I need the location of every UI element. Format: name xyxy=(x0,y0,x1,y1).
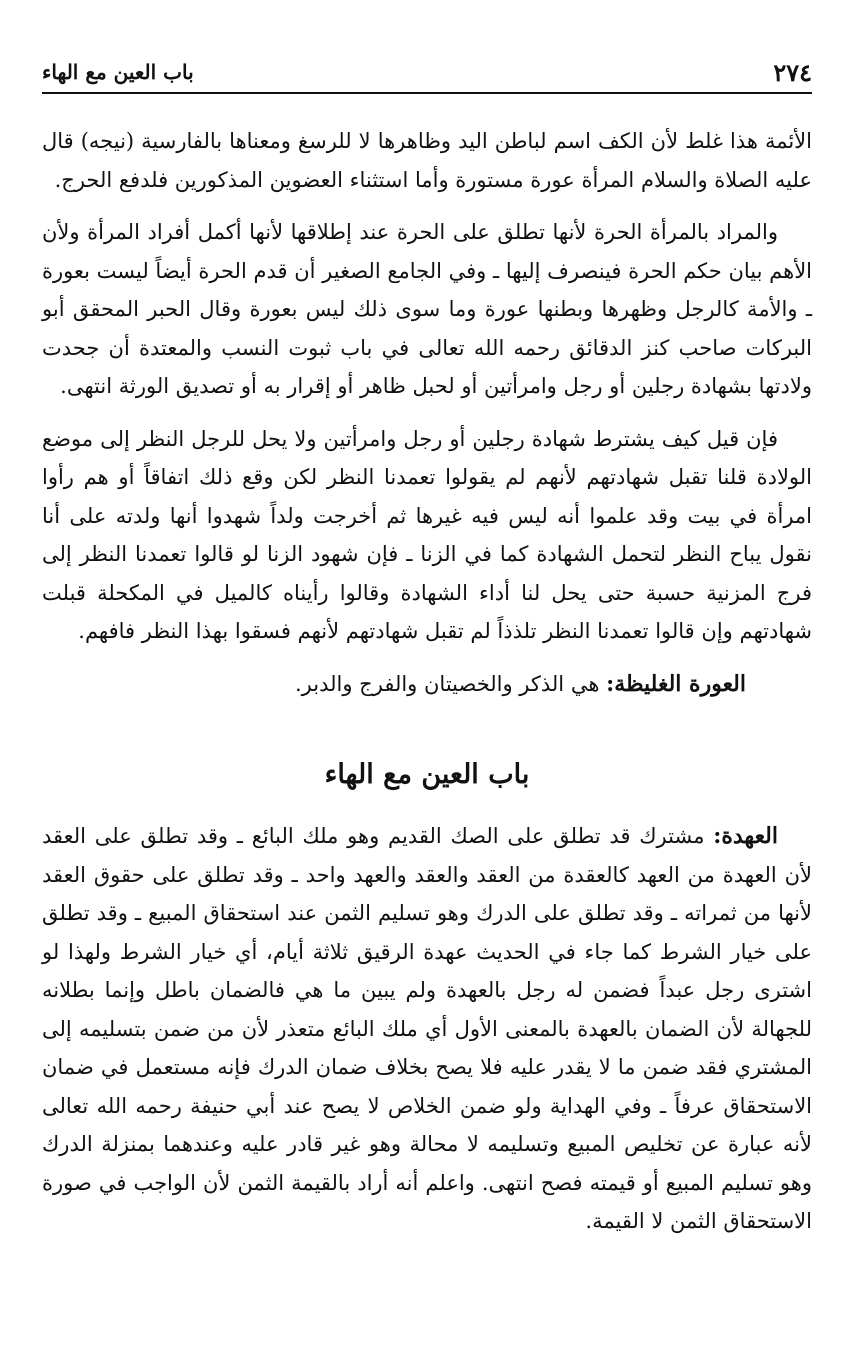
definition-term: العورة الغليظة: xyxy=(606,670,746,697)
section-title: باب العين مع الهاء xyxy=(324,759,530,790)
page-number: ٢٧٤ xyxy=(773,58,812,87)
definition-text: هي الذكر والخصيتان والفرج والدبر. xyxy=(295,671,607,696)
running-header xyxy=(42,56,812,94)
definition-text: مشترك قد تطلق على الصك القديم وهو ملك البائع ـ وقد تطلق على العقد لأن العهدة من العهد كالعقدة من العقد والعقد والعهد واحد ـ وقد تطلق على حقوق العقد لأنها من ثمراته ـ وقد تطلق على الدرك وهو تسليم الثمن عند استحقاق المبيع ـ وقد تطلق على خيار الشرط كما جاء في الحديث عهدة الرقيق ثلاثة أيام، أي خيار الشرط ولهذا لو اشترى رجل عبداً فضمن له رجل بالعهدة ولم يبين ما هي فالضمان باطل وإنما بطلانه للجهالة لأن الضمان بالعهدة بالمعنى الأول أي ملك البائع متعذر لأن من ضمن بتسليمه إلى المشتري فقد ضمن ما لا يقدر عليه فلا يصح بخلاف ضمان الدرك فإنه مستعمل في ضمان الاستحقاق عرفاً ـ وفي الهداية ولو ضمن الخلاص لا يصح عند أبي حنيفة رحمه الله تعالى لأنه عبارة عن تخليص المبيع وتسليمه لا محالة وهو غير قادر عليه وعندهما بمنزلة الدرك وهو تسليم المبيع أو قيمته فصح انتهى. واعلم أنه أراد بالقيمة الثمن لأن الواجب في صورة الاستحقاق الثمن لا القيمة. xyxy=(42,824,812,1233)
running-title: باب العين مع الهاء xyxy=(42,60,194,84)
body-text xyxy=(42,122,812,1241)
definition-uhda xyxy=(42,817,812,1241)
paragraph-3: فإن قيل كيف يشترط شهادة رجلين أو رجل وامرأتين ولا يحل للرجل النظر إلى موضع الولادة قلنا تقبل شهادتهم لأنهم لم يقولوا تعمدنا النظر لكن وقع ذلك اتفاقاً أو هم رأوا امرأة في بيت وقد علموا أنه ليس فيه غيرها ثم أخرجت ولداً شهدوا أنها ولدته على أنا نقول يباح النظر لتحمل الشهادة كما في الزنا ـ فإن شهود الزنا لو قالوا تعمدنا النظر إلى فرج المزنية حسبة حتى يحل لنا أداء الشهادة وقالوا رأيناه كالميل في المكحلة قبلت شهادتهم وإن قالوا تعمدنا النظر تلذذاً لم تقبل شهادتهم لأنهم فسقوا بهذا النظر فافهم. xyxy=(42,426,812,643)
definition-aura-ghaliza xyxy=(42,665,812,704)
paragraph-2: والمراد بالمرأة الحرة لأنها تطلق على الحرة عند إطلاقها لأنها أكمل أفراد المرأة ولأن الأهم بيان حكم الحرة فينصرف إليها ـ وفي الجامع الصغير أن قدم الحرة أيضاً ليست بعورة ـ والأمة كالرجل وظهرها وبطنها عورة وما سوى ذلك ليس بعورة وقال الحبر المحقق أبو البركات صاحب كنز الدقائق رحمه الله تعالى في باب ثبوت النسب والمعتدة أن جحدت ولادتها بشهادة رجلين أو رجل وامرأتين أو لحبل ظاهر أو إقرار به أو تصديق الورثة انتهى. xyxy=(42,220,812,398)
definition-term: العهدة: xyxy=(713,823,778,849)
paragraph-1: الأئمة هذا غلط لأن الكف اسم لباطن اليد وظاهرها لا للرسغ ومعناها بالفارسية (نيجه) قال عليه الصلاة والسلام المرأة عورة مستورة وأما استثناء العضوين المذكورين فلدفع الحرج. xyxy=(42,129,812,192)
